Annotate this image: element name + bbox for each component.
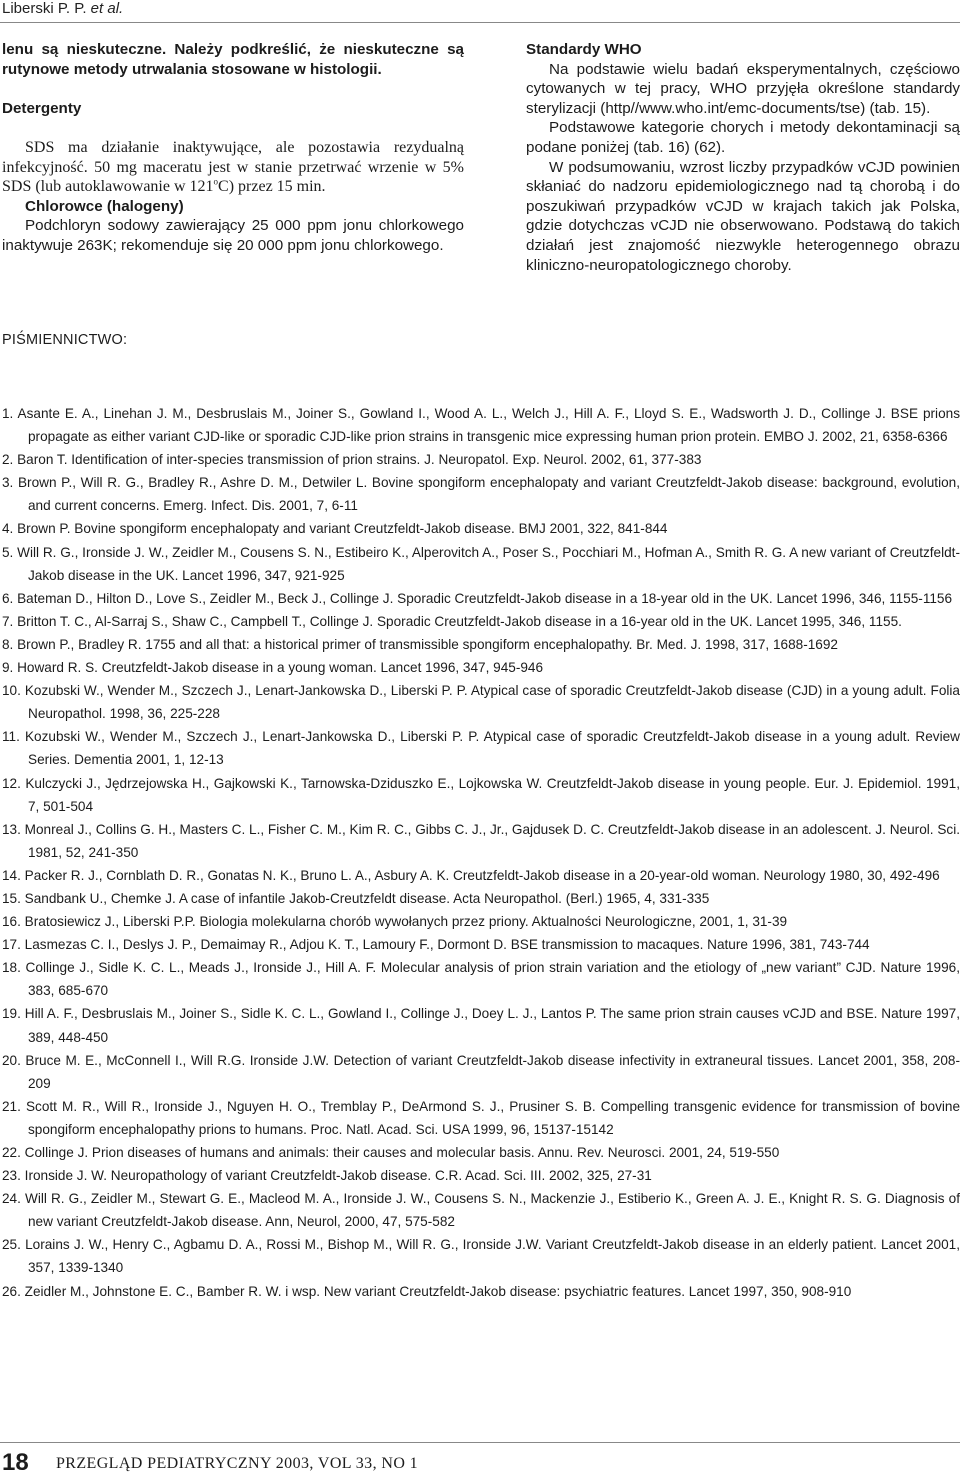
summary-paragraph: W podsumowaniu, wzrost liczby przypadków vCJD powinien skłaniać do nadzoru epidemiologicznego nad tą chorobą i do poszukiwań przypadków vCJD w krajach takich jak Polska, gdzie dotychczas vCJD nie obserwowano. Podstawą do takich działań jest znajomość niezwykle heterogennego obrazu kliniczno-neuropatologicznego choroby.: [526, 158, 960, 274]
running-header: [2, 0, 123, 17]
header-author: Liberski P. P.: [2, 0, 87, 17]
spacer: [2, 118, 464, 138]
reference-item: 14. Packer R. J., Cornblath D. R., Gonatas N. K., Bruno L. A., Asbury A. K. Creutzfeldt-Jakob disease in a 20-year-old woman. Neurology 1980, 30, 492-496: [2, 867, 940, 883]
header-divider: [0, 22, 960, 23]
page-number: 18: [2, 1449, 29, 1476]
detergenty-paragraph: [2, 138, 464, 197]
reference-item: 10. Kozubski W., Wender M., Szczech J., Lenart-Jankowska D., Liberski P. P. Atypical case of sporadic Creutzfeldt-Jakob disease (CJD) in a young adult. Folia Neuropathol. 1998, 36, 225-228: [2, 683, 960, 722]
detergenty-text-a: SDS ma działanie inaktywujące, ale pozostawia rezydualną infekcyjność. 50 mg maceratu jest w stanie przetrwać wrzenie w 5% SDS (lub autoklawowanie w 121: [2, 138, 464, 196]
section-title-chlorowce: Chlorowce (halogeny): [25, 197, 184, 215]
references-list: [2, 402, 960, 1303]
reference-item: 1. Asante E. A., Linehan J. M., Desbruslais M., Joiner S., Gowland I., Wood A. L., Welch J., Hill A. F., Lloyd S. E., Wadsworth J. D., Collinge J. BSE prions propagate as either variant CJD-like or sporadic CJD-like prion strains in transgenic mice expressing human prion protein. EMBO J. 2002, 21, 6358-6366: [2, 406, 960, 445]
reference-item: 4. Brown P. Bovine spongiform encephalopaty and variant Creutzfeldt-Jakob disease. BMJ 2001, 322, 841-844: [2, 521, 668, 537]
reference-item: 2. Baron T. Identification of inter-species transmission of prion strains. J. Neuropatol. Exp. Neurol. 2002, 61, 377-383: [2, 452, 702, 468]
spacer: [2, 79, 464, 99]
reference-item: 9. Howard R. S. Creutzfeldt-Jakob disease in a young woman. Lancet 1996, 347, 945-946: [2, 660, 544, 676]
reference-item: 16. Bratosiewicz J., Liberski P.P. Biologia molekularna chorób wywołanych przez priony. Aktualności Neurologiczne, 2001, 1, 31-39: [2, 914, 788, 930]
categories-paragraph: Podstawowe kategorie chorych i metody dekontaminacji są podane poniżej (tab. 16) (62).: [526, 119, 960, 156]
reference-item: 26. Zeidler M., Johnstone E. C., Bamber R. W. i wsp. New variant Creutzfeldt-Jakob disease: psychiatric features. Lancet 1997, 350, 908-910: [2, 1283, 852, 1299]
reference-item: 18. Collinge J., Sidle K. C. L., Meads J., Ironside J., Hill A. F. Molecular analysis of prion strain variation and the etiology of „new variant” CJD. Nature 1996, 383, 685-670: [2, 960, 960, 999]
degree-sup: o: [213, 176, 219, 187]
section-title-detergenty: Detergenty: [2, 99, 82, 117]
chlorowce-paragraph: Podchloryn sodowy zawierający 25 000 ppm jonu chlorkowego inaktywuje 263K; rekomenduje się 20 000 ppm jonu chlorkowego.: [2, 217, 464, 254]
reference-item: 3. Brown P., Will R. G., Bradley R., Ashre D. M., Detwiler L. Bovine spongiform encephalopaty and variant Creutzfeldt-Jakob disease: background, evolution, and current concerns. Emerg. Infect. Dis. 2001, 7, 6-11: [2, 475, 960, 514]
right-column: [526, 40, 960, 275]
reference-item: 19. Hill A. F., Desbruslais M., Joiner S., Sidle K. C. L., Gowland I., Collinge J., Doey L. J., Lantos P. The same prion strain causes vCJD and BSE. Nature 1997, 389, 448-450: [2, 1006, 960, 1045]
reference-item: 13. Monreal J., Collins G. H., Masters C. L., Fisher C. M., Kim R. C., Gibbs C. J., Jr., Gajdusek D. C. Creutzfeldt-Jakob disease in an adolescent. J. Neurol. Sci. 1981, 52, 241-350: [2, 821, 960, 860]
reference-item: 25. Lorains J. W., Henry C., Agbamu D. A., Rossi M., Bishop M., Will R. G., Ironside J.W. Variant Creutzfeldt-Jakob disease in an elderly patient. Lancet 2001, 357, 1339-1340: [2, 1237, 960, 1276]
reference-item: 24. Will R. G., Zeidler M., Stewart G. E., Macleod M. A., Ironside J. W., Cousens S. N., Mackenzie J., Estiberio K., Green A. J. E., Knight R. S. G. Diagnosis of new variant Creutzfeldt-Jakob disease. Ann, Neurol, 2000, 47, 575-582: [2, 1191, 960, 1230]
who-paragraph: Na podstawie wielu badań eksperymentalnych, częściowo cytowanych w tej pracy, WHO przyjęła określone standardy sterylizacji (http//www.who.int/emc-documents/tse) (tab. 15).: [526, 60, 960, 117]
reference-item: 8. Brown P., Bradley R. 1755 and all that: a historical primer of transmissible spongiform encephalopathy. Br. Med. J. 1998, 317, 1688-1692: [2, 636, 838, 652]
left-column: [2, 40, 464, 256]
reference-item: 7. Britton T. C., Al-Sarraj S., Shaw C., Campbell T., Collinge J. Sporadic Creutzfeldt-Jakob disease in a 16-year old in the UK. Lancet 1995, 346, 1155.: [2, 613, 902, 629]
reference-item: 11. Kozubski W., Wender M., Szczech J., Lenart-Jankowska D., Liberski P. P. Atypical case of sporadic Creutzfeldt-Jakob disease in a young adult. Review Series. Dementia 2001, 1, 12-13: [2, 729, 960, 768]
reference-item: 6. Bateman D., Hilton D., Love S., Zeidler M., Beck J., Collinge J. Sporadic Creutzfeldt-Jakob disease in a 18-year old in the UK. Lancet 1996, 346, 1155-1156: [2, 590, 953, 606]
references-title: PIŚMIENNICTWO:: [2, 332, 128, 348]
reference-item: 20. Bruce M. E., McConnell I., Will R.G. Ironside J.W. Detection of variant Creutzfeldt-Jakob disease infectivity in extraneural tissues. Lancet 2001, 358, 208-209: [2, 1052, 960, 1091]
reference-item: 22. Collinge J. Prion diseases of humans and animals: their causes and molecular basis. Annu. Rev. Neurosci. 2001, 24, 519-550: [2, 1145, 780, 1160]
reference-item: 15. Sandbank U., Chemke J. A case of infantile Jakob-Creutzfeldt disease. Acta Neuropathol. (Berl.) 1965, 4, 331-335: [2, 890, 710, 906]
left-intro-paragraph: lenu są nieskuteczne. Należy podkreślić, że nieskuteczne są rutynowe metody utrwalania stosowane w histologii.: [2, 41, 464, 78]
reference-item: 17. Lasmezas C. I., Deslys J. P., Demaimay R., Adjou K. T., Lamoury F., Dormont D. BSE transmission to macaques. Nature 1996, 381, 743-744: [2, 937, 870, 953]
reference-item: 5. Will R. G., Ironside J. W., Zeidler M., Cousens S. N., Estibeiro K., Alperovitch A., Poser S., Pocchiari M., Hofman A., Smith R. G. A new variant of Creutzfeldt-Jakob disease in the UK. Lancet 1996, 347, 921-925: [2, 544, 960, 583]
detergenty-text-b: C) przez 15 min.: [218, 178, 326, 196]
section-title-who: Standardy WHO: [526, 41, 642, 58]
header-etal: et al.: [90, 0, 124, 17]
reference-item: 23. Ironside J. W. Neuropathology of variant Creutzfeldt-Jakob disease. C.R. Acad. Sci. III. 2002, 325, 27-31: [2, 1168, 652, 1184]
journal-title: PRZEGLĄD PEDIATRYCZNY 2003, VOL 33, NO 1: [56, 1455, 419, 1472]
reference-item: 12. Kulczycki J., Jędrzejowska H., Gajkowski K., Tarnowska-Dziduszko E., Lojkowska W. Creutzfeldt-Jakob disease in young people. Eur. J. Epidemiol. 1991, 7, 501-504: [2, 775, 960, 814]
footer-divider: [0, 1442, 960, 1443]
reference-item: 21. Scott M. R., Will R., Ironside J., Nguyen H. O., Tremblay P., DeArmond S. J., Prusiner S. B. Compelling transgenic evidence for transmission of bovine spongiform encephalopathy prions to humans. Proc. Natl. Acad. Sci. USA 1999, 96, 15137-15142: [2, 1098, 960, 1137]
